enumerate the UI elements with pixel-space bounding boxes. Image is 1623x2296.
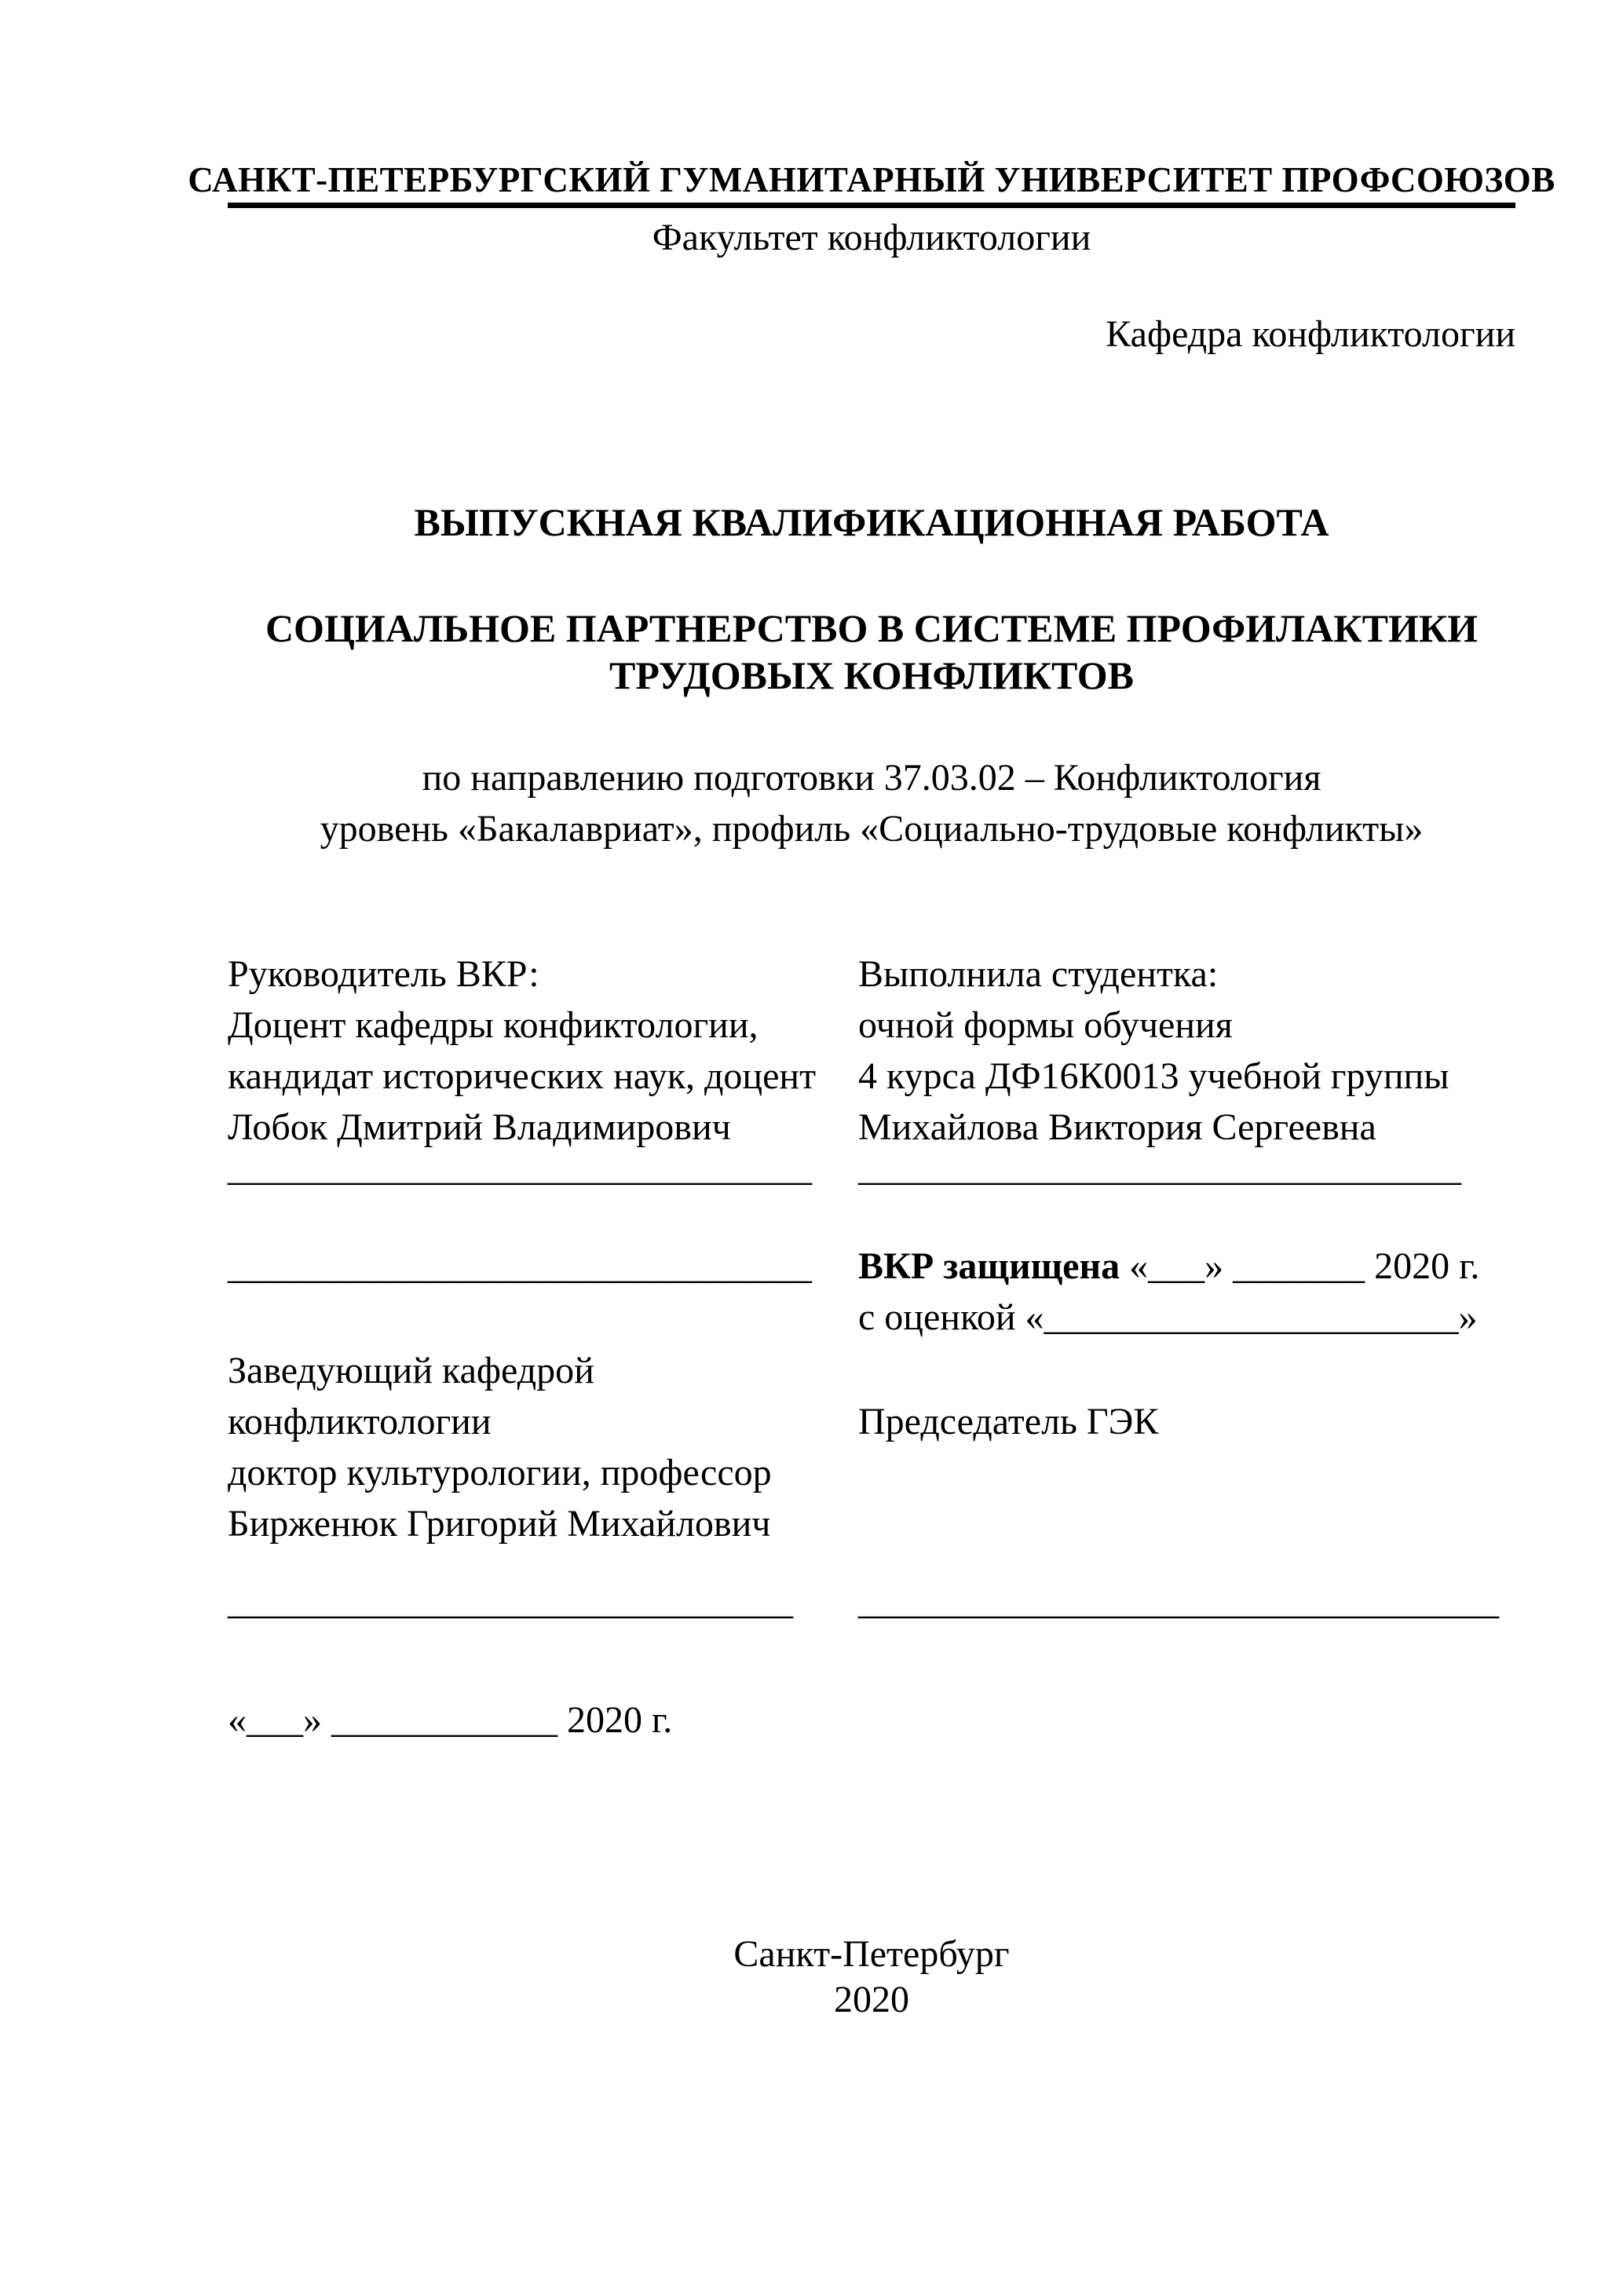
department-name: Кафедра конфликтологии <box>1106 313 1515 355</box>
defense-line <box>858 1241 1479 1292</box>
supervisor-position-line1: Доцент кафедры конфиктологии, <box>228 1004 758 1046</box>
defense-date-blanks: «___» _______ 2020 г. <box>1129 1245 1480 1287</box>
student-label: Выполнила студентка: <box>858 953 1219 995</box>
header-rule <box>228 203 1515 208</box>
student-signature-line: ________________________________ <box>858 1147 1461 1189</box>
work-type-heading: ВЫПУСКНАЯ КВАЛИФИКАЦИОННАЯ РАБОТА <box>414 500 1329 544</box>
thesis-title-line2: ТРУДОВЫХ КОНФЛИКТОВ <box>609 653 1134 697</box>
department-head-position: доктор культурологии, профессор <box>228 1452 772 1493</box>
supervisor-name: Лобок Дмитрий Владимирович <box>228 1106 731 1148</box>
city-name: Санкт-Петербург <box>733 1933 1010 1975</box>
year: 2020 <box>834 1979 909 2020</box>
program-direction: по направлению подготовки 37.03.02 – Конфликтология <box>422 757 1321 799</box>
defense-label: ВКР защищена <box>858 1245 1120 1287</box>
department-head-signature-line: ______________________________ <box>228 1581 793 1622</box>
student-group-line: 4 курса ДФ16К0013 учебной группы <box>858 1055 1449 1097</box>
supervisor-position-line2: кандидат исторических наук, доцент <box>228 1055 817 1097</box>
defense-grade-line: с оценкой «______________________» <box>858 1296 1478 1338</box>
chairman-label: Председатель ГЭК <box>858 1401 1159 1442</box>
university-name: САНКТ-ПЕТЕРБУРГСКИЙ ГУМАНИТАРНЫЙ УНИВЕРСИТЕТ ПРОФСОЮЗОВ <box>188 160 1555 199</box>
thesis-title-line1: СОЦИАЛЬНОЕ ПАРТНЕРСТВО В СИСТЕМЕ ПРОФИЛАКТИКИ <box>265 606 1479 650</box>
supervisor-signature-line: _______________________________ <box>228 1147 812 1189</box>
supervisor-label: Руководитель ВКР: <box>228 953 539 995</box>
department-head-label-line1: Заведующий кафедрой <box>228 1350 594 1391</box>
left-date-line: «___» ____________ 2020 г. <box>228 1699 673 1741</box>
department-head-label-line2: конфликтологии <box>228 1401 492 1442</box>
department-head-name: Бирженюк Григорий Михайлович <box>228 1503 771 1545</box>
faculty-name: Факультет конфликтологии <box>652 217 1091 258</box>
student-name: Михайлова Виктория Сергеевна <box>858 1106 1376 1148</box>
chairman-signature-line: __________________________________ <box>858 1581 1499 1622</box>
student-form-line: очной формы обучения <box>858 1004 1233 1046</box>
program-level: уровень «Бакалавриат», профиль «Социально-трудовые конфликты» <box>320 808 1424 850</box>
left-signature-line-2: _______________________________ <box>228 1245 812 1287</box>
